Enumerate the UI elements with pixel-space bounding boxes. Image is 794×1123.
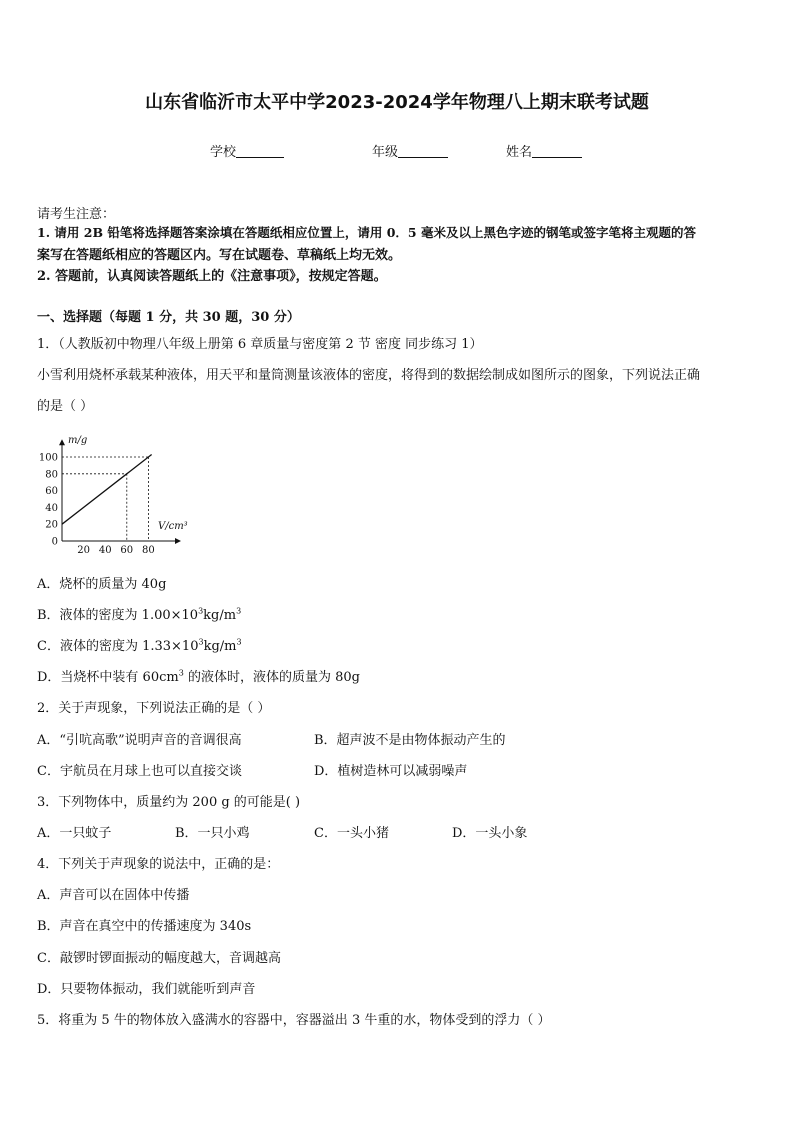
q3-option-a[interactable]: A．一只蚊子 — [37, 826, 112, 841]
y-tick-0: 0 — [51, 536, 58, 548]
grade-label: 年级 — [372, 145, 399, 160]
q1-option-d-text: D．当烧杯中装有 60cm — [37, 670, 179, 685]
series-line-0 — [62, 454, 152, 524]
q1-option-b-text: B．液体的密度为 1.00×10 — [37, 608, 199, 623]
notice-item-2: 2. 答题前，认真阅读答题纸上的《注意事项》，按规定答题。 — [37, 269, 387, 284]
q1-option-c-text: C．液体的密度为 1.33×10 — [37, 639, 199, 654]
name-field — [506, 141, 582, 160]
q2-stem: 2．关于声现象，下列说法正确的是（ ） — [37, 701, 271, 716]
notice-item-1-line-1: 1. 请用 2B 铅笔将选择题答案涂填在答题纸相应位置上，请用 0．5 毫米及以上黑色字迹的钢笔或签字笔将主观题的答 — [37, 225, 696, 240]
school-label: 学校 — [210, 145, 237, 160]
notice-heading: 请考生注意： — [37, 207, 116, 222]
school-field — [210, 141, 284, 160]
q5-stem: 5．将重为 5 牛的物体放入盛满水的容器中，容器溢出 3 牛重的水，物体受到的浮力（ ） — [37, 1013, 551, 1028]
q4-stem: 4．下列关于声现象的说法中，正确的是： — [37, 857, 280, 872]
q1-option-d[interactable] — [37, 666, 360, 685]
graph-guides — [62, 457, 148, 541]
q2-option-b[interactable]: B．超声波不是由物体振动产生的 — [314, 733, 506, 748]
x-tick-20: 20 — [77, 545, 90, 555]
graph-series — [62, 454, 152, 524]
q4-option-a[interactable]: A．声音可以在固体中传播 — [37, 888, 190, 903]
q3-option-c[interactable]: C．一头小猪 — [314, 826, 389, 841]
y-tick-60: 60 — [45, 486, 58, 498]
q1-option-c-exp-2: 3 — [236, 637, 242, 647]
q1-source: 1．（人教版初中物理八年级上册第 6 章质量与密度第 2 节 密度 同步练习 1） — [37, 337, 483, 352]
q1-option-c[interactable] — [37, 635, 242, 654]
q1-option-b-exp-2: 3 — [236, 606, 242, 616]
name-label: 姓名 — [506, 145, 533, 160]
notice-item-1-line-2: 案写在答题纸相应的答题区内。写在试题卷、草稿纸上均无效。 — [37, 248, 402, 263]
x-axis-label: V/cm³ — [158, 521, 188, 532]
school-blank[interactable] — [236, 144, 284, 158]
y-tick-20: 20 — [45, 519, 58, 531]
mass-volume-graph — [30, 425, 200, 555]
x-axis-arrow — [175, 538, 181, 544]
name-blank[interactable] — [532, 144, 582, 158]
q1-option-b[interactable] — [37, 604, 241, 623]
q2-option-c[interactable]: C．宇航员在月球上也可以直接交谈 — [37, 764, 242, 779]
q1-option-c-unit: kg/m — [203, 639, 237, 654]
y-tick-40: 40 — [45, 502, 58, 514]
q4-option-c[interactable]: C．敲锣时锣面振动的幅度越大，音调越高 — [37, 951, 281, 966]
q4-option-d[interactable]: D．只要物体振动，我们就能听到声音 — [37, 982, 256, 997]
page-title: 山东省临沂市太平中学2023-2024学年物理八上期末联考试题 — [145, 92, 649, 113]
q2-option-d[interactable]: D．植树造林可以减弱噪声 — [314, 764, 468, 779]
q1-option-c-exp-1: 3 — [198, 637, 204, 647]
q1-option-d-rest: 的液体时，液体的质量为 80g — [183, 670, 360, 685]
q1-option-d-exp: 3 — [178, 668, 184, 678]
section-1-heading: 一、选择题（每题 1 分，共 30 题，30 分） — [37, 310, 300, 325]
q1-option-b-exp-1: 3 — [198, 606, 204, 616]
grade-field — [372, 141, 448, 160]
y-tick-80: 80 — [45, 469, 58, 481]
q3-option-b[interactable]: B．一只小鸡 — [175, 826, 250, 841]
q1-stem-line-2: 的是（ ） — [37, 399, 94, 414]
grade-blank[interactable] — [398, 144, 448, 158]
y-axis-label: m/g — [68, 435, 88, 447]
graph-labels — [39, 435, 188, 555]
q1-option-b-unit: kg/m — [203, 608, 237, 623]
q1-stem-line-1: 小雪利用烧杯承载某种液体，用天平和量筒测量该液体的密度，将得到的数据绘制成如图所示的图象，下列说法正确 — [37, 368, 701, 383]
q3-option-d[interactable]: D．一头小象 — [452, 826, 528, 841]
x-tick-40: 40 — [98, 545, 112, 555]
x-tick-80: 80 — [142, 545, 155, 555]
q3-stem: 3．下列物体中，质量约为 200 g 的可能是( ) — [37, 795, 301, 810]
q1-option-a[interactable]: A．烧杯的质量为 40g — [37, 577, 167, 592]
q4-option-b[interactable]: B．声音在真空中的传播速度为 340s — [37, 919, 252, 934]
y-tick-100: 100 — [38, 452, 58, 464]
q2-option-a[interactable]: A．“引吭高歌”说明声音的音调很高 — [37, 733, 242, 748]
x-tick-60: 60 — [120, 545, 134, 555]
y-axis-arrow — [59, 439, 65, 445]
